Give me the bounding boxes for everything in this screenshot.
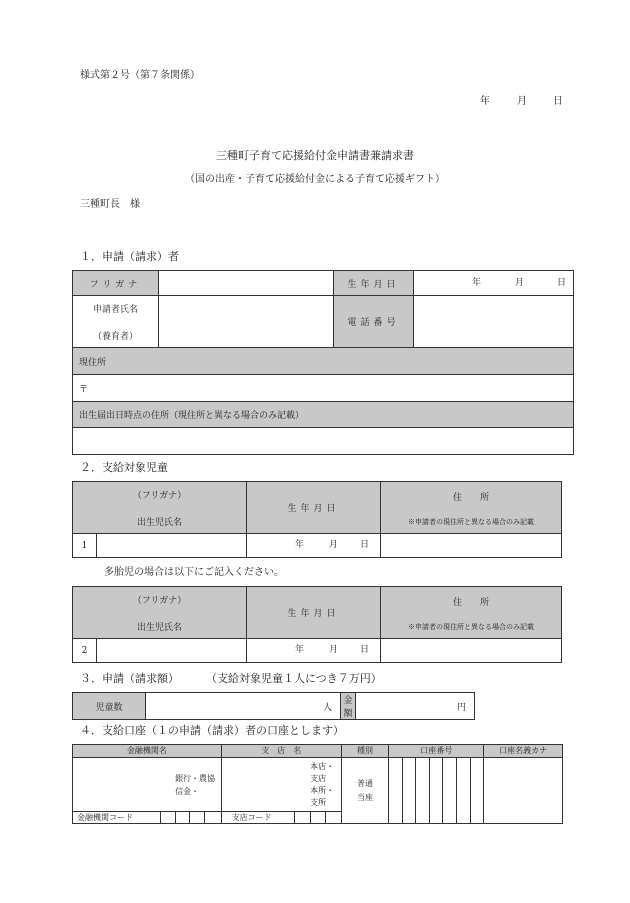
bank-code-digit[interactable] bbox=[160, 812, 175, 824]
child-name-input[interactable] bbox=[97, 534, 247, 558]
child-table-2 bbox=[72, 586, 562, 663]
child-name-header: （フリガナ） 出生児氏名 bbox=[73, 482, 247, 534]
phone-input[interactable] bbox=[414, 296, 574, 348]
bank-code-digit[interactable] bbox=[190, 812, 205, 824]
account-type-header: 種別 bbox=[341, 745, 388, 758]
children-count-input[interactable]: 人 bbox=[146, 693, 341, 720]
applicant-name-label: 申請者氏名 （養育者） bbox=[73, 296, 159, 348]
date-year: 年 bbox=[480, 96, 490, 107]
bank-code-label: 金融機関コード bbox=[73, 812, 161, 824]
branch-name-input[interactable] bbox=[221, 758, 310, 812]
amount-table bbox=[72, 692, 475, 720]
bank-account-table bbox=[72, 744, 563, 824]
bank-code-digit[interactable] bbox=[175, 812, 190, 824]
bank-name-input[interactable] bbox=[73, 758, 176, 812]
account-digit[interactable] bbox=[416, 758, 430, 824]
branch-kind-options[interactable]: 本店・ 支店 本所・ 支所 bbox=[310, 758, 341, 812]
child-address-input[interactable] bbox=[381, 639, 562, 663]
child-table-1 bbox=[72, 481, 562, 558]
phone-label: 電話番号 bbox=[334, 296, 414, 348]
section3-heading: ３．申請（請求額） bbox=[80, 672, 179, 685]
child-address-input[interactable] bbox=[381, 534, 562, 558]
bank-kind-options[interactable]: 銀行・農協 信金・ bbox=[175, 758, 221, 812]
account-digit[interactable] bbox=[389, 758, 403, 824]
bank-name-header: 金融機関名 bbox=[73, 745, 222, 758]
section2-heading: ２．支給対象児童 bbox=[80, 461, 168, 474]
child-address-header: 住 所 ※申請者の現住所と異なる場合のみ記載 bbox=[381, 482, 562, 534]
account-holder-header: 口座名義カナ bbox=[484, 745, 563, 758]
furigana-input[interactable] bbox=[159, 271, 334, 296]
date-day: 日 bbox=[553, 96, 563, 107]
child-name-input[interactable] bbox=[97, 639, 247, 663]
birthdate-input[interactable]: 年 月 日 bbox=[414, 271, 574, 296]
section4-heading: ４．支給口座（１の申請（請求）者の口座とします） bbox=[80, 724, 344, 737]
account-digit[interactable] bbox=[402, 758, 416, 824]
account-holder-input[interactable] bbox=[484, 758, 563, 824]
children-count-label: 児童数 bbox=[73, 693, 146, 720]
section1-heading: １．申請（請求）者 bbox=[80, 250, 179, 263]
bank-code-digit[interactable] bbox=[204, 812, 221, 824]
branch-code-digit[interactable] bbox=[294, 812, 310, 824]
account-type-options[interactable]: 普通 当座 bbox=[341, 758, 388, 824]
document-title: 三種町子育て応援給付金申請書兼請求書 bbox=[216, 149, 414, 162]
child-birth-input[interactable]: 年 月 日 bbox=[247, 534, 381, 558]
address-label: 現住所 bbox=[73, 348, 574, 375]
section3-note: （支給対象児童１人につき７万円） bbox=[206, 672, 382, 685]
account-digit[interactable] bbox=[429, 758, 443, 824]
applicant-table bbox=[72, 270, 574, 455]
branch-code-digit[interactable] bbox=[310, 812, 326, 824]
birth-address-input[interactable] bbox=[73, 428, 574, 455]
account-digit[interactable] bbox=[443, 758, 457, 824]
branch-code-label: 支店コード bbox=[221, 812, 294, 824]
child-address-header: 住 所 ※申請者の現住所と異なる場合のみ記載 bbox=[381, 587, 562, 639]
applicant-name-input[interactable] bbox=[159, 296, 334, 348]
addressee: 三種町長 様 bbox=[80, 199, 140, 210]
multiple-birth-note: 多胎児の場合は以下にご記入ください。 bbox=[104, 567, 284, 578]
amount-label: 金 額 bbox=[341, 693, 356, 720]
child-birth-header: 生年月日 bbox=[247, 587, 381, 639]
child-name-header: （フリガナ） 出生児氏名 bbox=[73, 587, 247, 639]
date-month: 月 bbox=[517, 96, 527, 107]
furigana-label: フリガナ bbox=[73, 271, 159, 296]
child-row-number: 2 bbox=[73, 639, 97, 663]
child-row-number: 1 bbox=[73, 534, 97, 558]
branch-name-header: 支 店 名 bbox=[221, 745, 341, 758]
amount-input[interactable]: 円 bbox=[356, 693, 475, 720]
child-birth-header: 生年月日 bbox=[247, 482, 381, 534]
account-digit[interactable] bbox=[470, 758, 484, 824]
birth-address-label: 出生届出日時点の住所（現住所と異なる場合のみ記載） bbox=[73, 402, 574, 428]
document-subtitle: （国の出産・子育て応援給付金による子育て応援ギフト） bbox=[185, 174, 445, 185]
account-digit[interactable] bbox=[457, 758, 471, 824]
child-birth-input[interactable]: 年 月 日 bbox=[247, 639, 381, 663]
birthdate-label: 生年月日 bbox=[334, 271, 414, 296]
account-number-header: 口座番号 bbox=[389, 745, 484, 758]
address-input[interactable]: 〒 bbox=[73, 375, 574, 402]
form-number: 様式第２号（第７条関係） bbox=[80, 70, 200, 81]
branch-code-digit[interactable] bbox=[326, 812, 342, 824]
